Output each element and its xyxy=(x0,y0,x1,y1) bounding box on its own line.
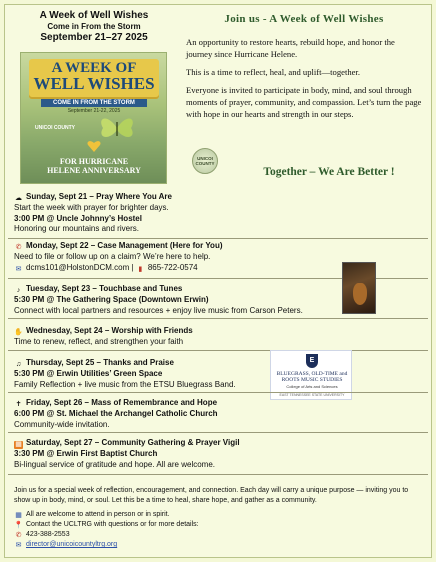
contact-email[interactable]: dcms101@HolstonDCM.com xyxy=(26,262,130,272)
etsu-department: College of Arts and Sciences xyxy=(286,384,338,389)
divider xyxy=(8,432,428,433)
day-saturday xyxy=(14,438,424,470)
day-time-location: 5:30 PM @ The Gathering Space (Downtown Erwin) xyxy=(14,295,209,304)
poster-line6: HELENE ANNIVERSARY xyxy=(47,166,141,175)
divider xyxy=(8,392,428,393)
county-seal-logo: UNICOI COUNTY xyxy=(192,148,218,174)
day-time-location: 3:30 PM @ Erwin First Baptist Church xyxy=(14,449,158,458)
header-block xyxy=(8,10,180,44)
footer-item-attend: All are welcome to attend in person or in spirit. xyxy=(26,511,170,518)
cross-icon: ✝ xyxy=(15,401,22,408)
intro-block xyxy=(186,12,422,120)
intro-paragraph-2: This is a time to reflect, heal, and uplift—together. xyxy=(186,67,360,77)
butterfly-icon xyxy=(97,113,137,143)
poster-county: UNICOI COUNTY xyxy=(35,125,75,131)
email-icon: ✉ xyxy=(15,542,22,549)
day-heading: Wednesday, Sept 24 – Worship with Friends xyxy=(26,326,193,335)
divider xyxy=(8,238,428,239)
day-desc: Time to renew, reflect, and strengthen your faith xyxy=(14,337,184,346)
poster-line3: COME IN FROM THE STORM xyxy=(41,99,147,107)
day-time-location: 6:00 PM @ St. Michael the Archangel Catholic Church xyxy=(14,409,218,418)
mandolin-icon: ♫ xyxy=(15,361,22,368)
footer-item-contact: Contact the UCLTRG with questions or for more details: xyxy=(26,521,199,528)
footer-block xyxy=(14,486,424,550)
footer-phone[interactable]: 423-388-2553 xyxy=(26,531,70,538)
day-sunday xyxy=(14,192,424,235)
phone-icon: ✆ xyxy=(15,532,22,539)
poster-line2: WELL WISHES xyxy=(33,74,155,93)
day-desc: Need to file or follow up on a claim? We’re here to help. xyxy=(14,252,211,261)
footer-email-link[interactable]: director@unicoicountyltrg.org xyxy=(26,541,118,548)
poster-line1: A WEEK OF xyxy=(51,60,137,76)
etsu-shield-icon: E xyxy=(306,354,318,368)
day-time-location: 5:30 PM @ Erwin Utilities’ Green Space xyxy=(14,369,163,378)
musician-photo xyxy=(342,262,376,314)
etsu-program-name: BLUEGRASS, OLD-TIME and ROOTS MUSIC STUDIES xyxy=(276,371,348,383)
together-slogan: Together – We Are Better ! xyxy=(263,166,395,178)
praying-hands-icon: ✋ xyxy=(14,329,23,336)
calendar-small-icon: ▦ xyxy=(15,512,22,519)
intro-title: Join us - A Week of Well Wishes xyxy=(224,13,384,25)
day-heading: Friday, Sept 26 – Mass of Remembrance and Hope xyxy=(26,398,218,407)
footer-intro-line2: show up in body, mind, or soul. Let this be a time to heal, share hope, and gather as a community. xyxy=(14,497,317,504)
divider xyxy=(8,474,428,475)
day-wednesday xyxy=(14,326,424,348)
etsu-university: EAST TENNESSEE STATE UNIVERSITY xyxy=(279,393,345,397)
event-title: A Week of Well Wishes xyxy=(39,10,149,21)
phone-icon: ✆ xyxy=(15,244,22,251)
poster-line4: September 21-22, 2025 xyxy=(67,108,121,114)
day-extra: Honoring our mountains and rivers. xyxy=(14,224,139,233)
event-subtitle: Come in From the Storm xyxy=(47,22,141,31)
day-desc: Start the week with prayer for brighter days. xyxy=(14,203,169,212)
day-heading: Sunday, Sept 21 – Pray Where You Are xyxy=(26,192,172,201)
contact-phone[interactable]: 865-722-0574 xyxy=(147,262,198,272)
divider xyxy=(8,350,428,351)
footer-intro-line1: Join us for a special week of reflection, encouragement, and connection. Each day will carry a unique purpose — inviting you to xyxy=(14,487,409,494)
pin-icon: 📍 xyxy=(14,522,23,529)
day-heading: Tuesday, Sept 23 – Touchbase and Tunes xyxy=(26,284,183,293)
intro-paragraph-1: An opportunity to restore hearts, rebuild hope, and honor the journey since Hurricane Helene. xyxy=(186,37,395,59)
day-heading: Saturday, Sept 27 – Community Gathering & Prayer Vigil xyxy=(26,438,240,447)
day-desc: Connect with local partners and resources + enjoy live music from Carson Peters. xyxy=(14,305,303,315)
day-desc: Bi-lingual service of gratitude and hope. All are welcome. xyxy=(14,459,215,469)
event-dates: September 21–27 2025 xyxy=(40,32,148,43)
day-desc: Family Reflection + live music from the ETSU Bluegrass Band. xyxy=(14,379,236,389)
cloud-sun-icon: ☁ xyxy=(15,195,22,202)
guitar-icon: ♪ xyxy=(16,287,21,294)
guitar-shape xyxy=(353,283,367,305)
day-heading: Thursday, Sept 25 – Thanks and Praise xyxy=(26,358,174,367)
day-time-location: 3:00 PM @ Uncle Johnny’s Hostel xyxy=(14,213,142,223)
day-thursday xyxy=(14,358,424,390)
heart-icon xyxy=(87,139,101,153)
contact-divider: | xyxy=(131,262,134,272)
calendar-icon: ▦ xyxy=(15,441,22,448)
day-heading: Monday, Sept 22 – Case Management (Here for You) xyxy=(26,241,223,250)
mobile-phone-icon: ▮ xyxy=(138,265,143,273)
poster-line5: FOR HURRICANE xyxy=(59,157,129,166)
intro-paragraph-3: Everyone is invited to participate in body, mind, and soul through moments of prayer, community, and compassion. Let’s turn the page with hope in our hearts and strength in our steps. xyxy=(186,85,422,119)
day-friday xyxy=(14,398,424,430)
email-icon: ✉ xyxy=(15,265,22,273)
day-desc: Community-wide invitation. xyxy=(14,419,110,429)
event-poster-image xyxy=(20,52,167,184)
divider xyxy=(8,318,428,319)
